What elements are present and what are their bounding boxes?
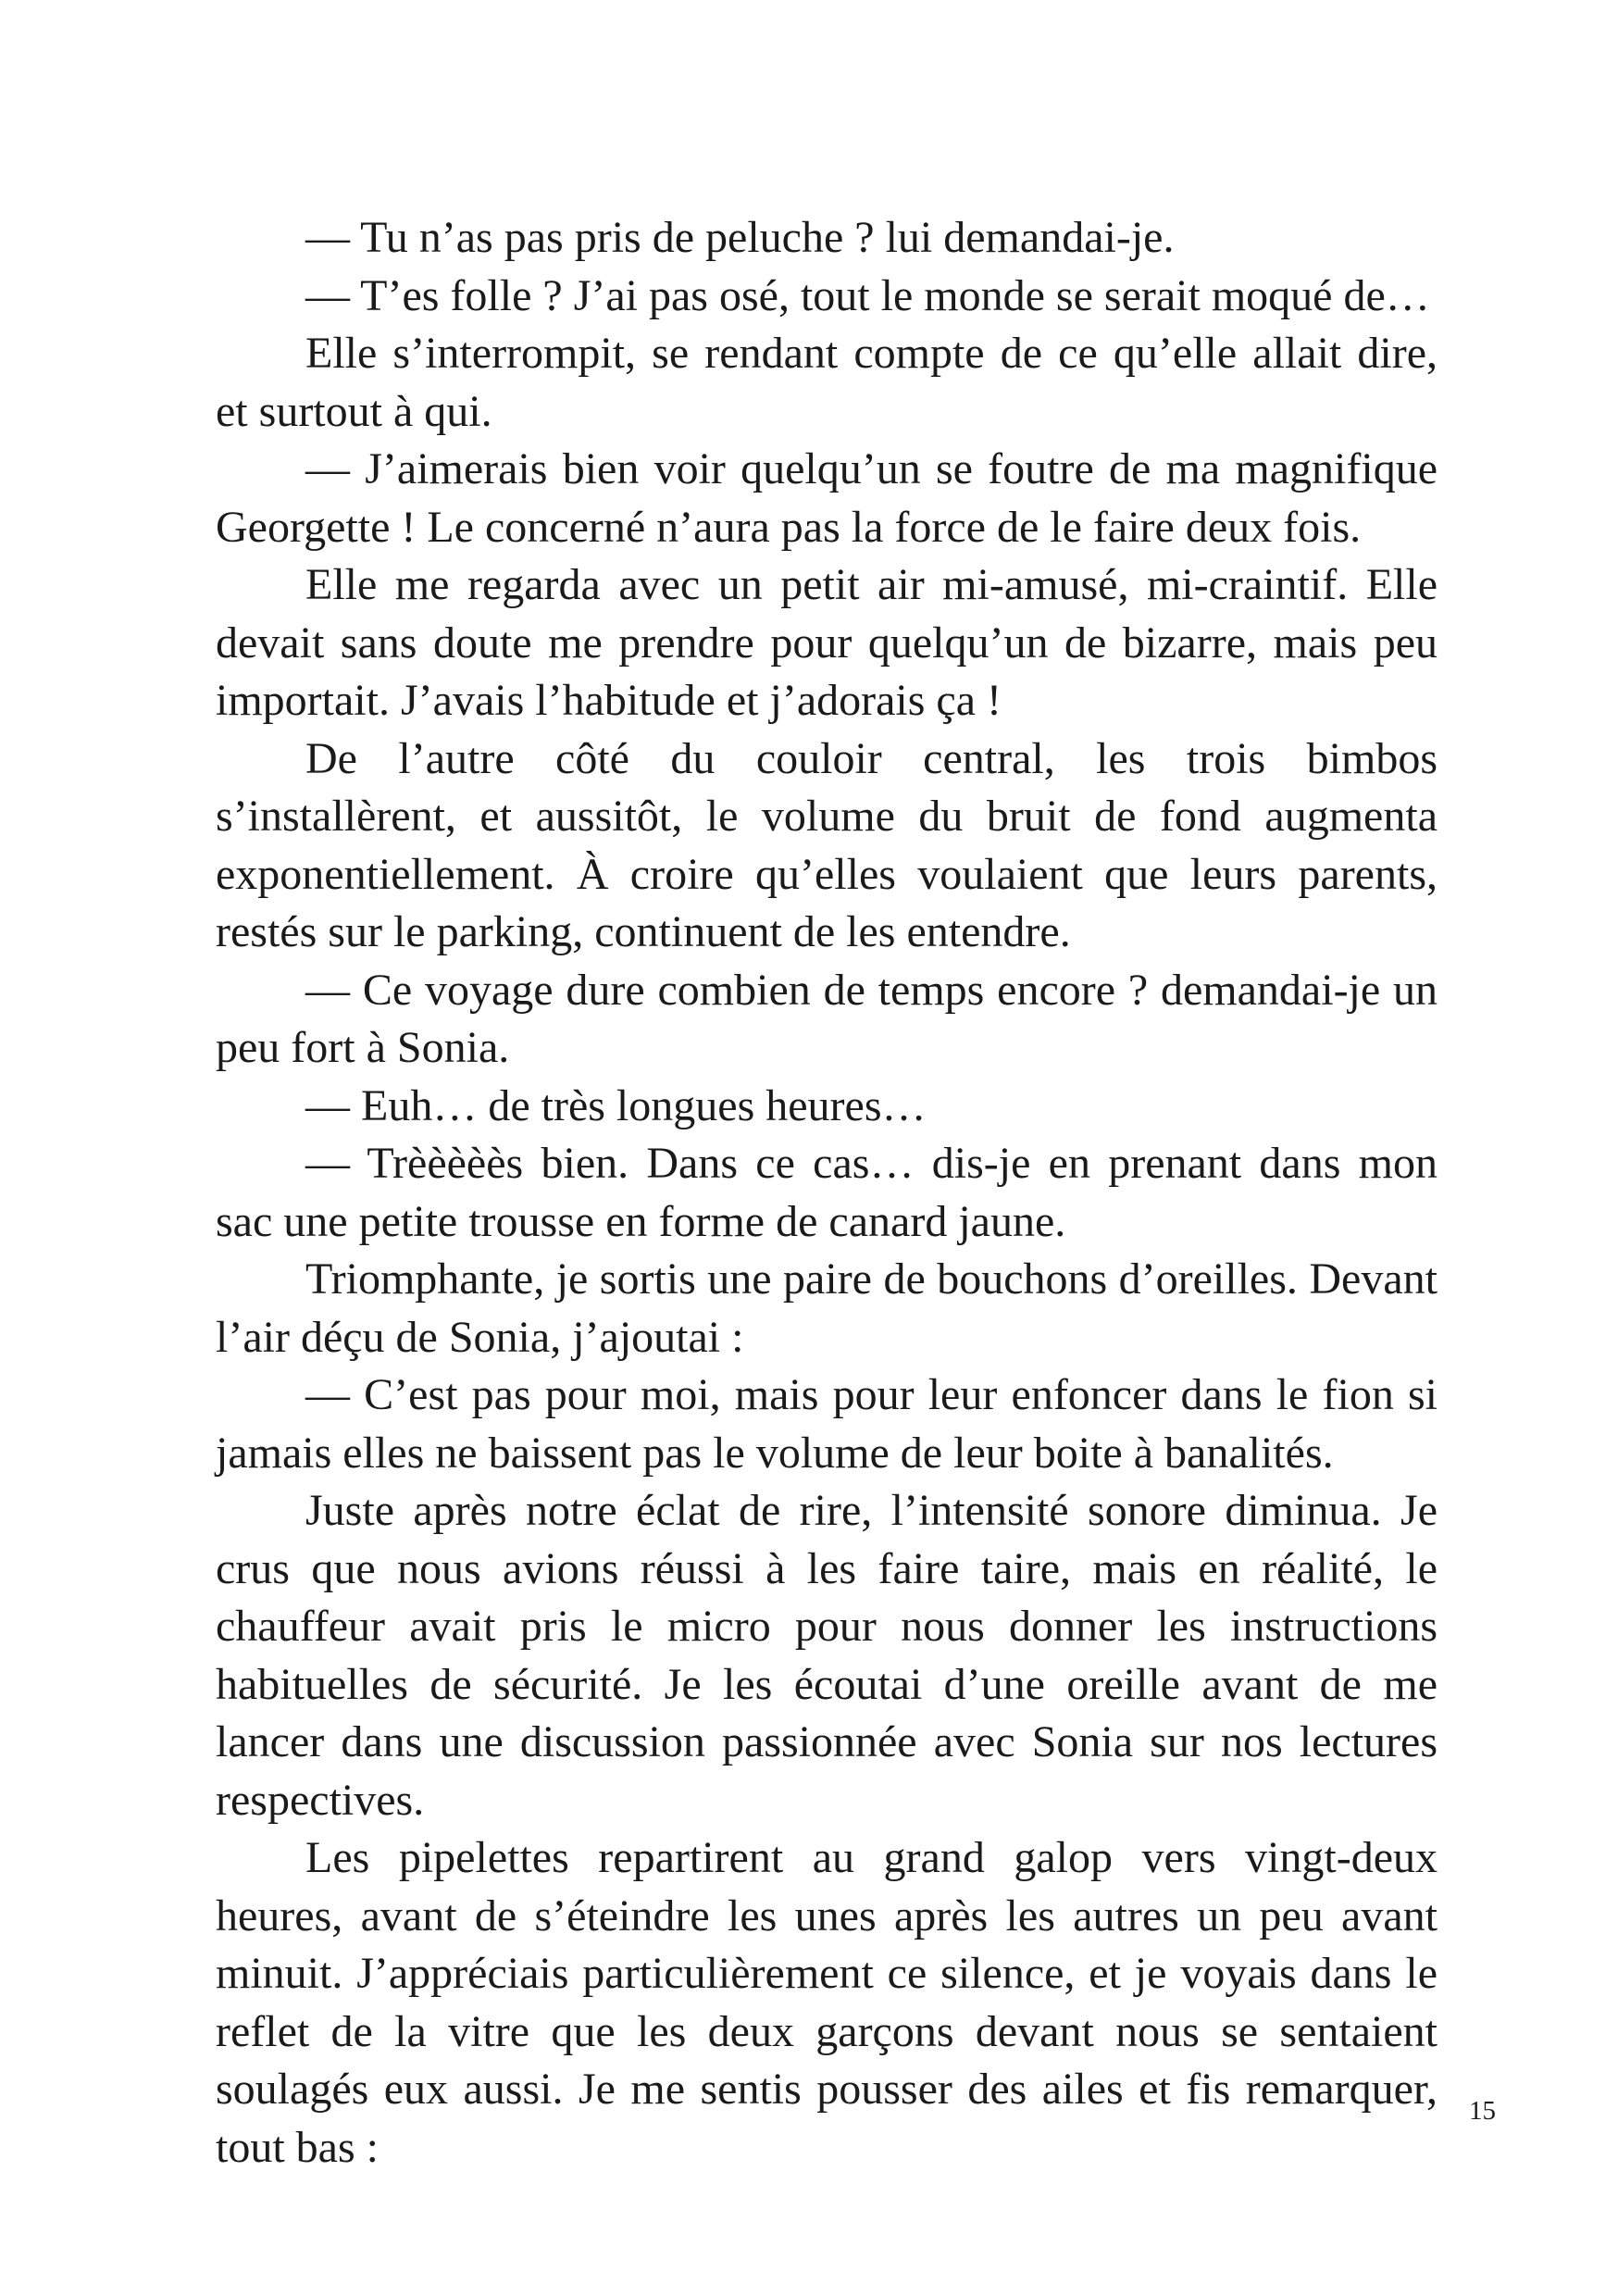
paragraph: — Tu n’as pas pris de peluche ? lui demandai-je. [305,213,1175,262]
paragraph: — C’est pas pour moi, mais pour leur enfoncer dans le fion si jamais elles ne baissent pas le volume de leur boite à banalités. [216,1370,1438,1478]
paragraph: — Ce voyage dure combien de temps encore ? demandai-je un peu fort à Sonia. [216,965,1438,1072]
paragraph: De l’autre côté du couloir central, les trois bimbos s’installèrent, et aussitôt, le volume du bruit de fond augmenta exponentiellement. À croire qu’elles voulaient que leurs parents, restés sur le parking, continuent de les entendre. [216,733,1438,956]
paragraph: Les pipelettes repartirent au grand galop vers vingt-deux heures, avant de s’éteindre les unes après les autres un peu avant minuit. J’appréciais particulièrement ce silence, et je voyais dans le reflet de la vitre que les deux garçons devant nous se sentaient soulagés eux aussi. Je me sentis pousser des ailes et fis remarquer, tout bas : [216,1833,1438,2172]
paragraph: Juste après notre éclat de rire, l’intensité sonore diminua. Je crus que nous avions réussi à les faire taire, mais en réalité, le chauffeur avait pris le micro pour nous donner les instructions habituelles de sécurité. Je les écoutai d’une oreille avant de me lancer dans une discussion passionnée avec Sonia sur nos lectures respectives. [216,1486,1438,1825]
body-text [216,209,1438,2177]
page-number: 15 [1469,2096,1496,2126]
paragraph: Elle s’interrompit, se rendant compte de ce qu’elle allait dire, et surtout à qui. [216,329,1438,436]
paragraph: — J’aimerais bien voir quelqu’un se foutre de ma magnifique Georgette ! Le concerné n’aura pas la force de le faire deux fois. [216,444,1438,552]
paragraph: Triomphante, je sortis une paire de bouchons d’oreilles. Devant l’air déçu de Sonia, j’ajoutai : [216,1254,1438,1362]
paragraph: — T’es folle ? J’ai pas osé, tout le monde se serait moqué de… [305,270,1430,320]
paragraph: — Trèèèèès bien. Dans ce cas… dis-je en prenant dans mon sac une petite trousse en forme de canard jaune. [216,1139,1438,1246]
paragraph: — Euh… de très longues heures… [305,1080,927,1130]
paragraph: Elle me regarda avec un petit air mi-amusé, mi-craintif. Elle devait sans doute me prendre pour quelqu’un de bizarre, mais peu importait. J’avais l’habitude et j’adorais ça ! [216,560,1438,725]
